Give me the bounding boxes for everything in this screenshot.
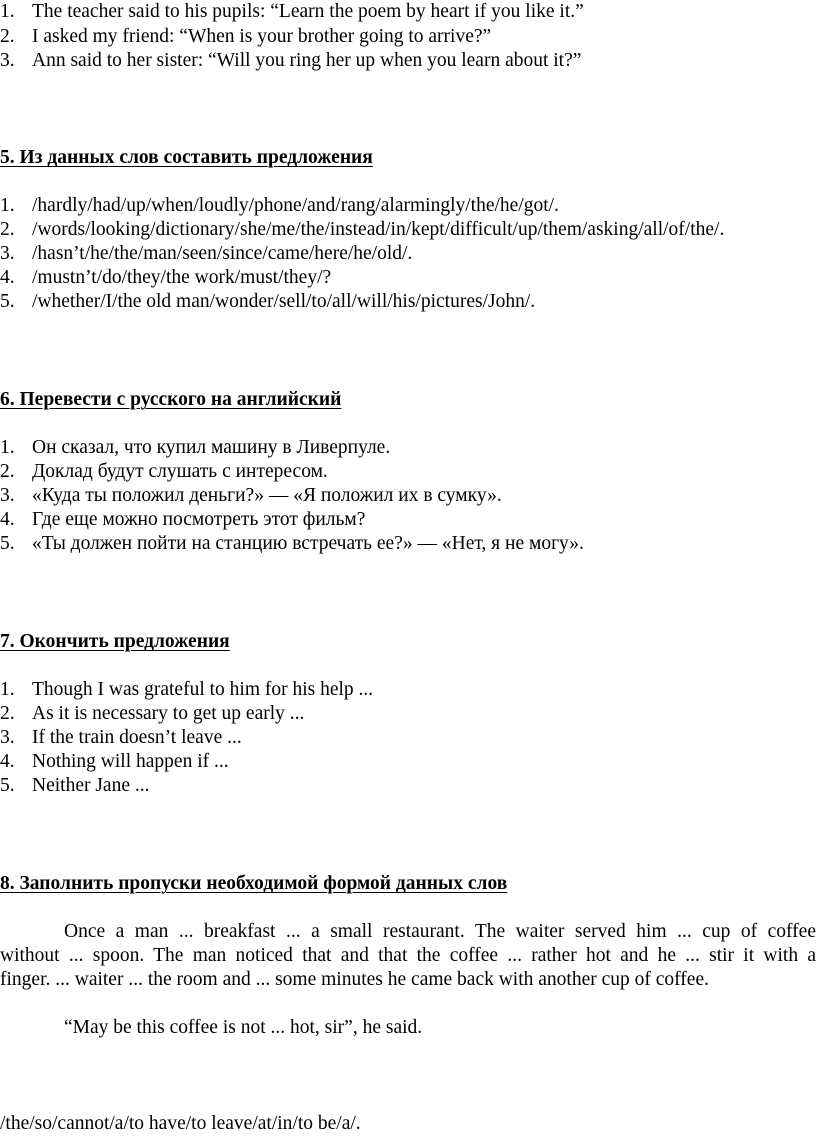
item-number: 5. <box>0 533 15 554</box>
section-8-heading: 8. Заполнить пропуски необходимой формой данных слов <box>0 873 508 894</box>
item-number: 4. <box>0 509 15 530</box>
item-text: The teacher said to his pupils: “Learn the poem by heart if you like it.” <box>32 1 584 22</box>
item-number: 2. <box>0 461 15 482</box>
item-number: 3. <box>0 727 15 748</box>
item-text: Neither Jane ... <box>32 775 150 796</box>
item-text: Nothing will happen if ... <box>32 751 229 772</box>
item-text: /words/looking/dictionary/she/me/the/instead/in/kept/difficult/up/them/asking/all/of/the/. <box>32 219 725 240</box>
paragraph-line: Once a man ... breakfast ... a small restaurant. The waiter served him ... cup of coffee <box>64 921 816 942</box>
section-5-heading: 5. Из данных слов составить предложения <box>0 147 373 168</box>
item-number: 1. <box>0 195 15 216</box>
item-text: Доклад будут слушать с интересом. <box>32 461 328 482</box>
paragraph-line: finger. ... waiter ... the room and ... some minutes he came back with another cup of coffee. <box>0 969 709 990</box>
item-number: 4. <box>0 267 15 288</box>
item-number: 1. <box>0 1 15 22</box>
item-number: 3. <box>0 50 15 71</box>
item-number: 4. <box>0 751 15 772</box>
item-text: «Ты должен пойти на станцию встречать ее?» — «Нет, я не могу». <box>32 533 584 554</box>
item-number: 1. <box>0 437 15 458</box>
paragraph-line: without ... spoon. The man noticed that and that the coffee ... rather hot and he ... stir it with a <box>0 945 816 966</box>
section-8-paragraph <box>0 920 816 992</box>
section-8-quote: “May be this coffee is not ... hot, sir”, he said. <box>64 1017 423 1038</box>
item-text: I asked my friend: “When is your brother going to arrive?” <box>32 26 492 47</box>
section-8-word-list: /the/so/cannot/a/to have/to leave/at/in/to be/a/. <box>0 1113 361 1134</box>
item-number: 3. <box>0 243 15 264</box>
item-text: /hasn’t/he/the/man/seen/since/came/here/he/old/. <box>32 243 413 264</box>
item-number: 2. <box>0 26 15 47</box>
item-text: Где еще можно посмотреть этот фильм? <box>32 509 366 530</box>
item-number: 1. <box>0 679 15 700</box>
section-6-heading: 6. Перевести с русского на английский <box>0 389 342 410</box>
item-text: Ann said to her sister: “Will you ring her up when you learn about it?” <box>32 50 582 71</box>
item-number: 2. <box>0 219 15 240</box>
item-text: /hardly/had/up/when/loudly/phone/and/rang/alarmingly/the/he/got/. <box>32 195 559 216</box>
item-text: /mustn’t/do/they/the work/must/they/? <box>32 267 332 288</box>
item-number: 3. <box>0 485 15 506</box>
item-number: 2. <box>0 703 15 724</box>
item-text: As it is necessary to get up early ... <box>32 703 305 724</box>
item-number: 5. <box>0 291 15 312</box>
item-text: Though I was grateful to him for his help ... <box>32 679 374 700</box>
item-text: «Куда ты положил деньги?» — «Я положил их в сумку». <box>32 485 502 506</box>
item-number: 5. <box>0 775 15 796</box>
item-text: /whether/I/the old man/wonder/sell/to/all/will/his/pictures/John/. <box>32 291 536 312</box>
item-text: If the train doesn’t leave ... <box>32 727 242 748</box>
section-7-heading: 7. Окончить предложения <box>0 631 230 652</box>
item-text: Он сказал, что купил машину в Ливерпуле. <box>32 437 391 458</box>
